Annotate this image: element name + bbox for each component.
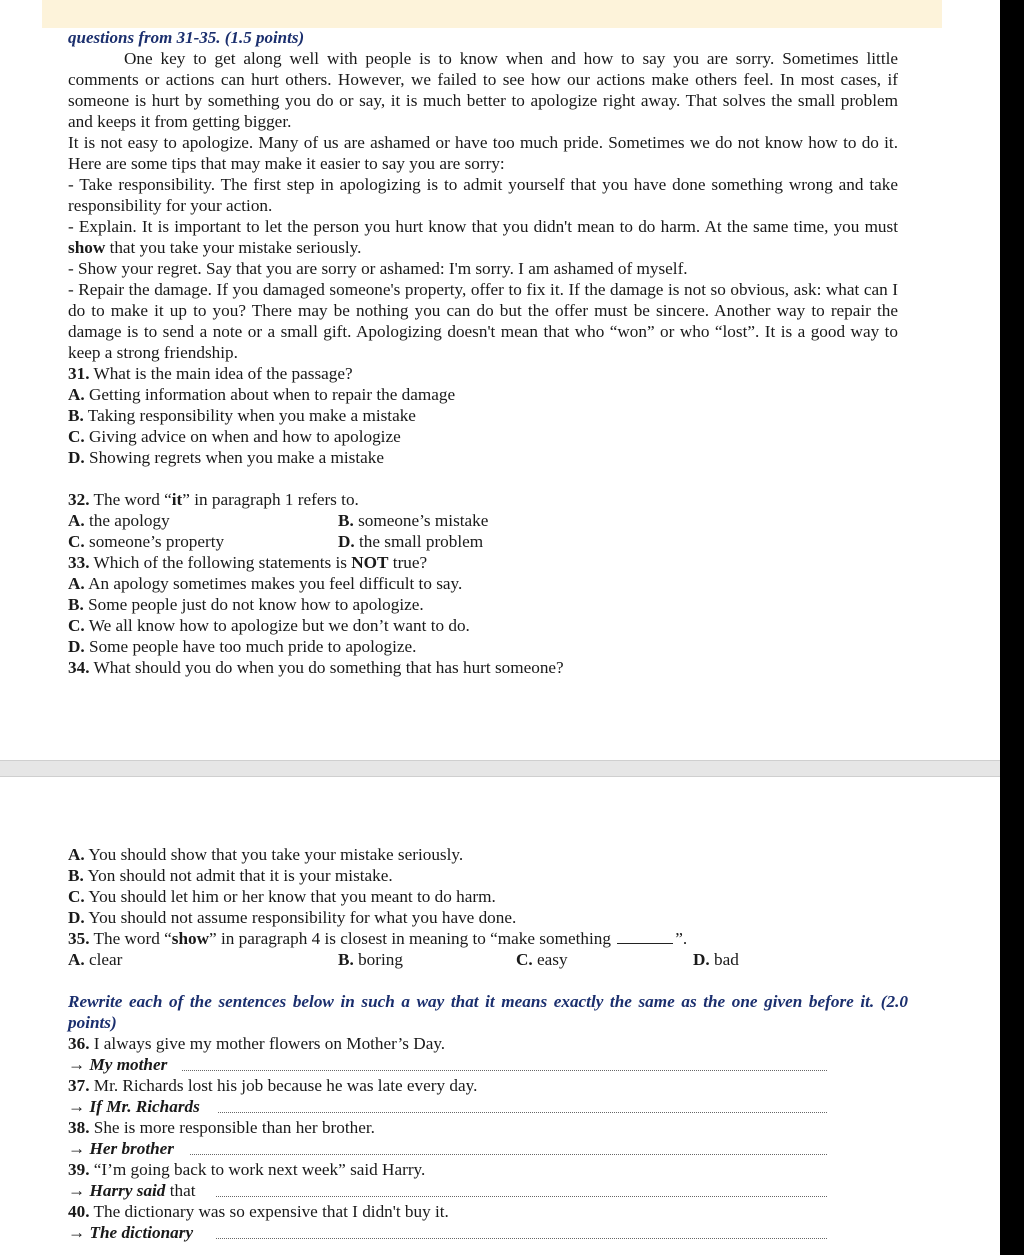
arrow-icon: → <box>68 1223 86 1242</box>
option-text: boring <box>358 950 403 969</box>
answer-line-37[interactable] <box>218 1112 827 1113</box>
option-letter: C. <box>68 427 85 446</box>
q35-option-b <box>338 949 403 970</box>
item-number: 38. <box>68 1118 90 1137</box>
q34-option-d <box>68 907 516 928</box>
passage-tip-explain <box>68 216 898 258</box>
answer-line-38[interactable] <box>190 1154 827 1155</box>
question-text: What is the main idea of the passage? <box>93 364 353 383</box>
item-sentence: Mr. Richards lost his job because he was late every day. <box>93 1076 478 1095</box>
item-sentence: The dictionary was so expensive that I didn't buy it. <box>93 1202 449 1221</box>
question-34 <box>68 657 564 678</box>
q33-option-c <box>68 615 470 636</box>
q32-option-c <box>68 531 224 552</box>
option-text: Showing regrets when you make a mistake <box>89 448 384 467</box>
item-sentence: She is more responsible than her brother. <box>93 1118 375 1137</box>
option-text: You should not assume responsibility for what you have done. <box>88 908 517 927</box>
answer-start: If Mr. Richards <box>89 1097 200 1116</box>
question-text: What should you do when you do something that has hurt someone? <box>93 658 564 677</box>
q31-option-d <box>68 447 384 468</box>
rewrite-answer-36 <box>68 1054 167 1075</box>
option-letter: C. <box>68 887 85 906</box>
question-text: Which of the following statements is <box>93 553 352 572</box>
question-number: 32. <box>68 490 90 509</box>
option-letter: A. <box>68 511 85 530</box>
passage-tip-regret: - Show your regret. Say that you are sorry or ashamed: I'm sorry. I am ashamed of myself. <box>68 259 688 278</box>
answer-blank <box>617 943 673 944</box>
question-text: The word “ <box>93 929 172 948</box>
q31-option-b <box>68 405 416 426</box>
option-text: someone’s mistake <box>358 511 489 530</box>
option-letter: A. <box>68 845 85 864</box>
option-text: Yon should not admit that it is your mistake. <box>87 866 393 885</box>
option-text: An apology sometimes makes you feel difficult to say. <box>88 574 463 593</box>
option-text: Some people have too much pride to apologize. <box>89 637 417 656</box>
question-text: true? <box>388 553 428 572</box>
option-text: You should let him or her know that you meant to do harm. <box>88 887 496 906</box>
option-letter: B. <box>68 595 84 614</box>
q33-option-b <box>68 594 424 615</box>
passage-paragraph-2: It is not easy to apologize. Many of us are ashamed or have too much pride. Sometimes we do not know how to do it. Here are some tips that may make it easier to say you are sorry: <box>68 133 898 173</box>
arrow-icon: → <box>68 1139 86 1158</box>
option-text: the apology <box>89 511 170 530</box>
answer-line-36[interactable] <box>182 1070 827 1071</box>
option-letter: B. <box>68 866 84 885</box>
option-text: Taking responsibility when you make a mistake <box>87 406 416 425</box>
rewrite-answer-37 <box>68 1096 200 1117</box>
option-letter: D. <box>68 637 85 656</box>
section-heading: questions from 31-35. (1.5 points) <box>68 28 305 47</box>
q35-option-a <box>68 949 122 970</box>
answer-start: The dictionary <box>89 1223 194 1242</box>
option-letter: A. <box>68 574 85 593</box>
question-35 <box>68 928 687 949</box>
q34-option-c <box>68 886 496 907</box>
passage-paragraph-1: One key to get along well with people is to know when and how to say you are sorry. Sometimes little comments or actions can hurt others. However, we failed to see how our actions make others feel. In most cases, if someone is hurt by something you do or say, it is much better to apologize right away. That solves the small problem and keeps it from getting bigger. <box>68 49 898 131</box>
rewrite-answer-40 <box>68 1222 193 1243</box>
question-31 <box>68 363 353 384</box>
q32-option-a <box>68 510 170 531</box>
answer-line-39[interactable] <box>216 1196 827 1197</box>
q34-option-a <box>68 844 463 865</box>
option-text: easy <box>537 950 568 969</box>
arrow-icon: → <box>68 1055 86 1074</box>
passage-text: - Explain. It is important to let the person you hurt know that you didn't mean to do harm. At the same time, you must <box>68 217 898 236</box>
option-letter: C. <box>68 532 85 551</box>
q33-option-a <box>68 573 462 594</box>
question-text: ” in paragraph 1 refers to. <box>182 490 359 509</box>
option-letter: A. <box>68 385 85 404</box>
option-text: bad <box>714 950 739 969</box>
option-letter: C. <box>68 616 85 635</box>
rewrite-answer-39 <box>68 1180 195 1201</box>
passage-word-show: show <box>68 238 106 257</box>
rewrite-item-36 <box>68 1033 445 1054</box>
item-number: 40. <box>68 1202 90 1221</box>
option-letter: B. <box>338 511 354 530</box>
option-letter: B. <box>338 950 354 969</box>
item-number: 36. <box>68 1034 90 1053</box>
question-word-it: it <box>171 490 183 509</box>
q32-option-d <box>338 531 483 552</box>
question-number: 33. <box>68 553 90 572</box>
rewrite-instruction: Rewrite each of the sentences below in such a way that it means exactly the same as the one given before it. (2.0 points) <box>68 992 908 1032</box>
q35-option-c <box>516 949 568 970</box>
question-number: 35. <box>68 929 90 948</box>
item-sentence: I always give my mother flowers on Mother’s Day. <box>93 1034 446 1053</box>
question-32 <box>68 489 359 510</box>
option-letter: D. <box>693 950 710 969</box>
question-number: 31. <box>68 364 90 383</box>
option-letter: D. <box>338 532 355 551</box>
q32-option-b <box>338 510 488 531</box>
option-text: You should show that you take your mistake seriously. <box>88 845 464 864</box>
option-letter: B. <box>68 406 84 425</box>
answer-line-40[interactable] <box>216 1238 827 1239</box>
option-text: someone’s property <box>89 532 225 551</box>
answer-start-extra: that <box>165 1181 196 1200</box>
question-33 <box>68 552 427 573</box>
question-text: ” in paragraph 4 is closest in meaning to “make something <box>209 929 611 948</box>
q31-option-c <box>68 426 401 447</box>
option-letter: C. <box>516 950 533 969</box>
q33-option-d <box>68 636 416 657</box>
rewrite-answer-38 <box>68 1138 174 1159</box>
option-letter: A. <box>68 950 85 969</box>
arrow-icon: → <box>68 1181 86 1200</box>
option-text: Giving advice on when and how to apologize <box>89 427 401 446</box>
previous-page-strip <box>42 0 942 28</box>
option-text: We all know how to apologize but we don’t want to do. <box>88 616 470 635</box>
rewrite-item-38 <box>68 1117 375 1138</box>
passage-tip-repair: - Repair the damage. If you damaged someone's property, offer to fix it. If the damage is not so obvious, ask: what can I do to make it up to you? There may be nothing you can do but the offer must be sincere. Another way to repair the damage is to send a note or a small gift. Apologizing doesn't mean that who “won” or who “lost”. It is a good way to keep a strong friendship. <box>68 280 898 362</box>
q31-option-a <box>68 384 455 405</box>
option-text: Some people just do not know how to apologize. <box>88 595 424 614</box>
item-sentence: “I’m going back to work next week” said Harry. <box>93 1160 426 1179</box>
option-text: the small problem <box>359 532 484 551</box>
question-word-show: show <box>171 929 210 948</box>
passage-text: that you take your mistake seriously. <box>105 238 362 257</box>
option-letter: D. <box>68 908 85 927</box>
answer-start: My mother <box>89 1055 168 1074</box>
rewrite-item-39 <box>68 1159 425 1180</box>
q35-option-d <box>693 949 739 970</box>
option-text: Getting information about when to repair the damage <box>89 385 456 404</box>
page-break-divider <box>0 760 1000 777</box>
question-word-not: NOT <box>351 553 389 572</box>
question-text: ”. <box>675 929 688 948</box>
item-number: 37. <box>68 1076 90 1095</box>
passage-tip-responsibility: - Take responsibility. The first step in apologizing is to admit yourself that you have done something wrong and take responsibility for your action. <box>68 175 898 215</box>
answer-start: Harry said <box>89 1181 166 1200</box>
rewrite-item-37 <box>68 1075 477 1096</box>
q34-option-b <box>68 865 393 886</box>
question-text: The word “ <box>93 490 172 509</box>
item-number: 39. <box>68 1160 90 1179</box>
rewrite-item-40 <box>68 1201 449 1222</box>
question-number: 34. <box>68 658 90 677</box>
option-text: clear <box>89 950 123 969</box>
option-letter: D. <box>68 448 85 467</box>
arrow-icon: → <box>68 1097 86 1116</box>
answer-start: Her brother <box>89 1139 174 1158</box>
document-page-bottom <box>0 777 1000 1255</box>
